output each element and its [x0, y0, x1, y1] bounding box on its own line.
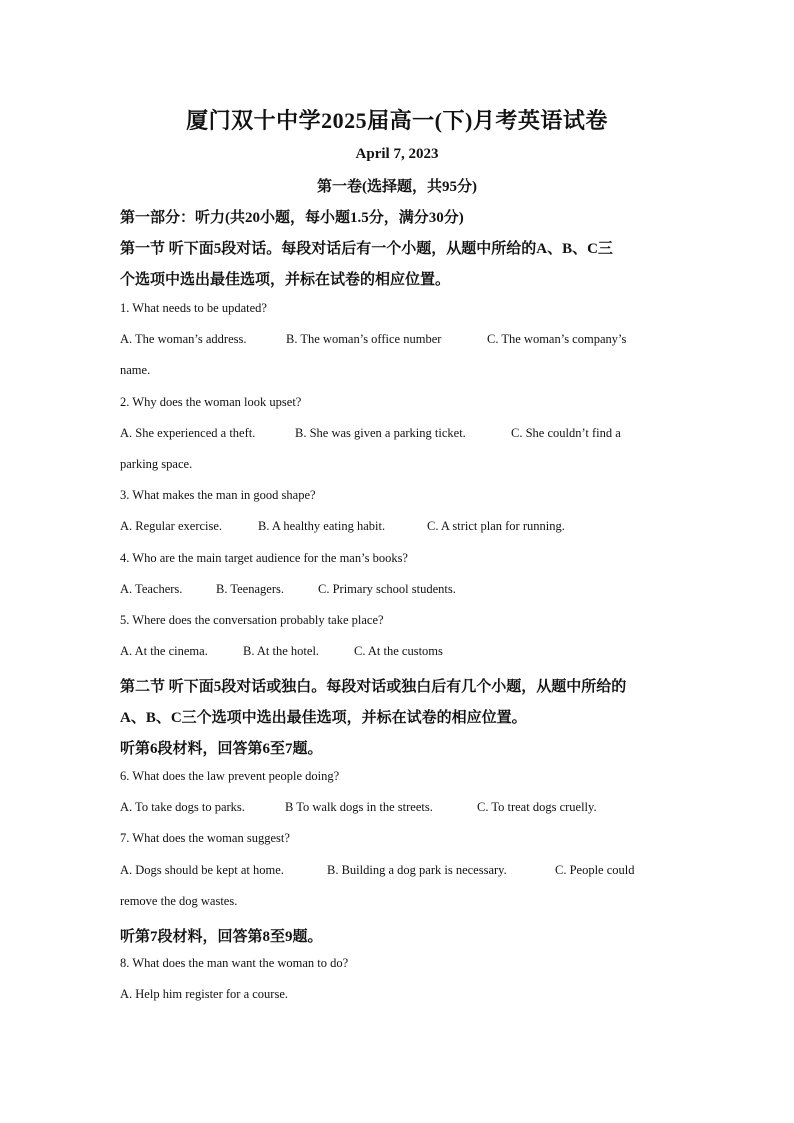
question-2-option-b: B. She was given a parking ticket.: [295, 426, 466, 440]
question-6-option-a: A. To take dogs to parks.: [120, 800, 245, 814]
question-1-option-c: C. The woman’s company’s: [487, 332, 627, 346]
question-1-option-a: A. The woman’s address.: [120, 332, 247, 346]
question-5-option-b: B. At the hotel.: [243, 644, 320, 658]
question-6-option-b: B To walk dogs in the streets.: [285, 800, 433, 814]
section1-instruction-line2: 个选项中选出最佳选项，并标在试卷的相应位置。: [120, 272, 451, 288]
question-8-stem: 8. What does the man want the woman to do?: [120, 956, 349, 970]
question-5-option-a: A. At the cinema.: [120, 644, 208, 658]
material-6-heading: 听第6段材料，回答第6至7题。: [120, 741, 323, 757]
question-6-options: [120, 800, 597, 815]
question-7-option-b: B. Building a dog park is necessary.: [327, 863, 507, 877]
question-8-option-a: A. Help him register for a course.: [120, 987, 288, 1001]
exam-title: 厦门双十中学2025届高一(下)月考英语试卷: [186, 108, 608, 133]
question-2-options: [120, 426, 621, 441]
question-3-option-a: A. Regular exercise.: [120, 519, 223, 533]
question-4-stem: 4. Who are the main target audience for the man’s books?: [120, 551, 408, 565]
part1-heading: 第一部分：听力(共20小题，每小题1.5分，满分30分): [120, 210, 464, 226]
question-3-stem: 3. What makes the man in good shape?: [120, 488, 316, 502]
volume-heading: 第一卷(选择题，共95分): [317, 179, 477, 195]
question-4-option-b: B. Teenagers.: [216, 582, 284, 596]
question-4-option-c: C. Primary school students.: [318, 582, 456, 596]
question-1-stem: 1. What needs to be updated?: [120, 301, 267, 315]
question-1-options: [120, 332, 626, 347]
section1-instruction-line1: 第一节 听下面5段对话。每段对话后有一个小题，从题中所给的A、B、C三: [120, 241, 613, 257]
question-2-option-c: C. She couldn’t find a: [511, 426, 621, 440]
material-7-heading: 听第7段材料，回答第8至9题。: [120, 929, 323, 945]
question-7-option-c: C. People could: [555, 863, 635, 877]
question-7-option-a: A. Dogs should be kept at home.: [120, 863, 284, 877]
question-4-option-a: A. Teachers.: [120, 582, 183, 596]
section2-instruction-line2: A、B、C三个选项中选出最佳选项，并标在试卷的相应位置。: [120, 710, 527, 726]
question-5-option-c: C. At the customs: [354, 644, 443, 658]
question-3-option-b: B. A healthy eating habit.: [258, 519, 386, 533]
question-5-stem: 5. Where does the conversation probably take place?: [120, 613, 384, 627]
question-7-option-c-continued: remove the dog wastes.: [120, 894, 238, 908]
question-1-option-b: B. The woman’s office number: [286, 332, 442, 346]
question-1-option-c-continued: name.: [120, 363, 151, 377]
question-2-stem: 2. Why does the woman look upset?: [120, 395, 302, 409]
question-7-options: [120, 863, 635, 878]
question-2-option-c-continued: parking space.: [120, 457, 193, 471]
question-6-stem: 6. What does the law prevent people doing?: [120, 769, 340, 783]
question-3-option-c: C. A strict plan for running.: [427, 519, 565, 533]
section2-instruction-line1: 第二节 听下面5段对话或独白。每段对话或独白后有几个小题，从题中所给的: [120, 679, 627, 695]
exam-date: April 7, 2023: [355, 146, 439, 162]
question-5-options: [120, 644, 443, 659]
question-6-option-c: C. To treat dogs cruelly.: [477, 800, 597, 814]
question-2-option-a: A. She experienced a theft.: [120, 426, 256, 440]
question-3-options: [120, 519, 565, 534]
question-7-stem: 7. What does the woman suggest?: [120, 831, 290, 845]
question-4-options: [120, 582, 456, 597]
